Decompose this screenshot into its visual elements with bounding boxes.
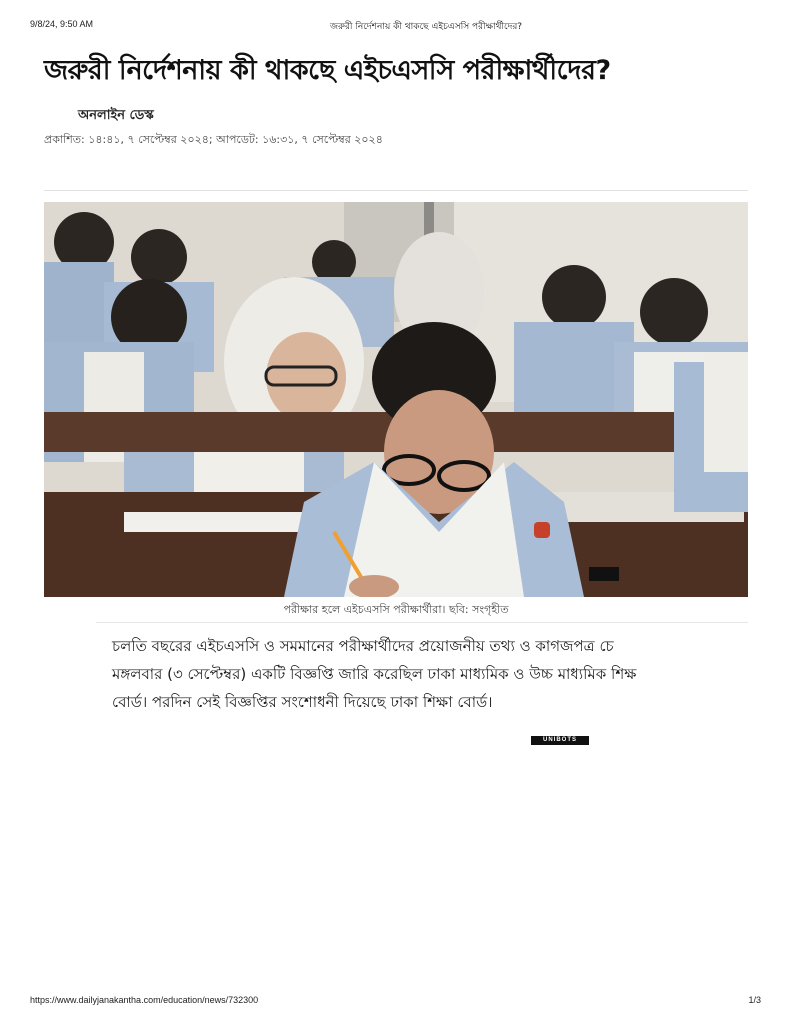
body-line: বোর্ড। পরদিন সেই বিজ্ঞপ্তির সংশোধনী দিয়েছে ঢাকা শিক্ষা বোর্ড। <box>112 693 493 711</box>
print-header-title: জরুরী নির্দেশনায় কী থাকছে এইচএসসি পরীক্ষার্থীদের? <box>330 22 523 32</box>
ad-badge[interactable]: UNIBOTS <box>531 736 589 745</box>
article-body <box>112 632 760 716</box>
body-line: চলতি বছরের এইচএসসি ও সমমানের পরীক্ষার্থীদের প্রয়োজনীয় তথ্য ও কাগজপত্র চে <box>112 637 614 655</box>
body-line: মঙ্গলবার (৩ সেপ্টেম্বর) একটি বিজ্ঞপ্তি জারি করেছিল ঢাকা মাধ্যমিক ও উচ্চ মাধ্যমিক শিক্ষ <box>112 665 637 683</box>
print-footer-url: https://www.dailyjanakantha.com/education/news/732300 <box>30 995 259 1005</box>
article-headline: জরুরী নির্দেশনায় কী থাকছে এইচএসসি পরীক্ষার্থীদের? <box>44 55 611 86</box>
article-photo[interactable] <box>44 202 748 597</box>
divider <box>44 190 748 191</box>
print-header-datetime: 9/8/24, 9:50 AM <box>30 19 94 29</box>
exam-hall-illustration <box>44 202 748 597</box>
print-footer-page-number: 1/3 <box>748 995 761 1005</box>
article-author[interactable]: অনলাইন ডেস্ক <box>78 108 154 123</box>
image-caption: পরীক্ষার হলে এইচএসসি পরীক্ষার্থীরা। ছবি: সংগৃহীত <box>283 603 509 616</box>
divider <box>96 622 748 623</box>
article-timestamps: প্রকাশিত: ১৪:৪১, ৭ সেপ্টেম্বর ২০২৪; আপডেট: ১৬:৩১, ৭ সেপ্টেম্বর ২০২৪ <box>44 133 383 146</box>
